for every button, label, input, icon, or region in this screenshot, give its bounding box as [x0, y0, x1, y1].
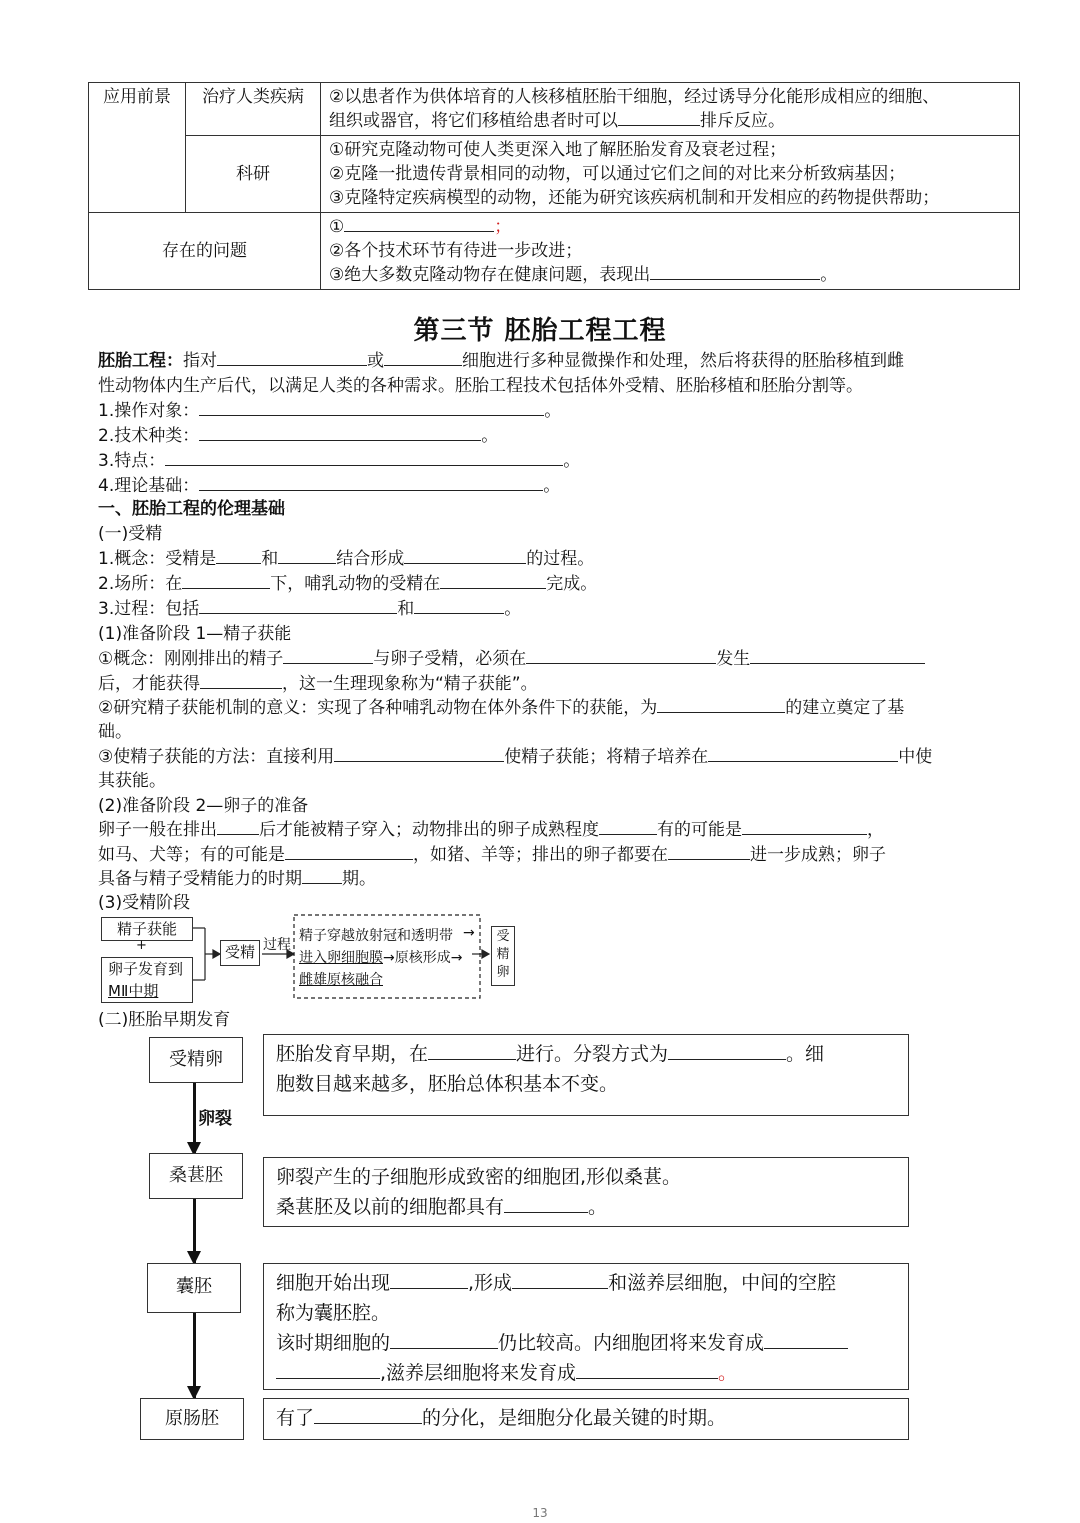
s2-line-3: 具备与精子受精能力的时期 期。	[98, 869, 376, 889]
fill-blank[interactable]	[428, 1041, 516, 1060]
table-text: ②克隆一批遗传背景相同的动物，可以通过它们之间的对比来分析致病基因；	[329, 164, 906, 184]
s1-line-6: 其获能。	[98, 771, 166, 791]
desc-blastocyst-line-3: 该时期细胞的 仍比较高。内细胞团将来发育成	[276, 1328, 896, 1358]
fill-blank[interactable]	[764, 1330, 848, 1349]
table-label-problems: 存在的问题	[162, 241, 247, 261]
desc-zygote	[263, 1034, 909, 1116]
table-text: ③克隆特定疾病模型的动物，还能为研究该疾病机制和开发相应的药物提供帮助；	[329, 188, 940, 208]
fill-blank[interactable]	[504, 1194, 588, 1213]
desc-blastocyst-line-2: 称为囊胚腔。	[276, 1302, 391, 1324]
s1-line-1: ①概念：刚刚排出的精子 与卵子受精，必须在 发生	[98, 647, 925, 671]
desc-blastocyst-line-1: 细胞开始出现 ,形成 和滋养层细胞，中间的空腔	[276, 1272, 837, 1294]
fill-blank[interactable]	[276, 1360, 380, 1379]
fert-place: 2.场所：在 下，哺乳动物的受精在 完成。	[98, 574, 598, 594]
stage-blastocyst: 囊胚	[147, 1263, 241, 1313]
stage1-title: (1)准备阶段 1—精子获能	[98, 624, 292, 644]
subheading-fertilization: (一)受精	[98, 524, 163, 544]
fert-process: 3.过程：包括 和 。	[98, 599, 522, 619]
item-technique-types: 2.技术种类： 。	[98, 426, 499, 446]
stage-morula: 桑葚胚	[149, 1153, 243, 1199]
item-features: 3.特点： 。	[98, 451, 581, 471]
s1-line-2: 后，才能获得 ，这一生理现象称为“精子获能”。	[98, 674, 538, 694]
flow-step-enter: 进入卵细胞膜→原核形成→	[299, 950, 463, 966]
subheading-early-development: (二)胚胎早期发育	[98, 1010, 231, 1030]
desc-zygote-line-1: 胚胎发育早期，在 进行。分裂方式为 。细	[276, 1043, 825, 1065]
desc-blastocyst	[263, 1263, 909, 1390]
table-text: ① ；	[329, 217, 512, 237]
s1-line-3: ②研究精子获能机制的意义：实现了各种哺乳动物在体外条件下的获能，为 的建立奠定了基	[98, 698, 905, 718]
flow-plus: +	[136, 938, 147, 953]
intro-line-1: 胚胎工程：指对 或 细胞进行多种显微操作和处理，然后将获得的胚胎移植到雌	[98, 351, 904, 371]
fill-blank[interactable]	[314, 1405, 422, 1424]
desc-morula-line-2: 桑葚胚及以前的细胞都具有 。	[276, 1196, 608, 1218]
s1-line-4: 础。	[98, 722, 132, 742]
fill-blank[interactable]	[576, 1360, 718, 1379]
fill-blank[interactable]	[390, 1270, 468, 1289]
table-label-research: 科研	[236, 164, 270, 184]
fill-blank[interactable]	[512, 1270, 608, 1289]
stage-gastrula: 原肠胚	[140, 1398, 244, 1440]
desc-zygote-line-2: 胞数目越来越多，胚胎总体积基本不变。	[276, 1073, 619, 1095]
desc-gastrula: 有了 的分化，是细胞分化最关键的时期。	[263, 1398, 909, 1440]
item-theory-basis: 4.理论基础： 。	[98, 476, 561, 496]
item-operation-target: 1.操作对象： 。	[98, 401, 562, 421]
desc-morula	[263, 1157, 909, 1227]
dev-label-cleavage: 卵裂	[198, 1109, 232, 1129]
table-text: ②以患者作为供体培育的人核移植胚胎干细胞，经过诱导分化能形成相应的细胞、	[329, 87, 940, 107]
flow-label-process: 过程	[263, 937, 291, 953]
s2-line-1: 卵子一般在排出 后才能被精子穿入；动物排出的卵子成熟程度 有的可能是 ，	[98, 820, 884, 840]
s2-line-2: 如马、犬等；有的可能是 ，如猪、羊等；排出的卵子都要在 进一步成熟；卵子	[98, 845, 886, 865]
section-title: 第三节 胚胎工程工程	[413, 316, 667, 346]
table-label-treat: 治疗人类疾病	[202, 87, 304, 107]
s1-line-5: ③使精子获能的方法：直接利用 使精子获能；将精子培养在 中使	[98, 747, 933, 767]
page-number: 13	[532, 1506, 548, 1520]
fert-concept: 1.概念：受精是 和 结合形成 的过程。	[98, 549, 595, 569]
table-label-prospect: 应用前景	[103, 87, 171, 107]
desc-blastocyst-line-4: ,滋养层细胞将来发育成 。	[276, 1358, 896, 1388]
fill-blank[interactable]	[668, 1041, 786, 1060]
flow-step-arrow: →	[463, 925, 475, 941]
flow-box-fertilization: 受精	[220, 940, 260, 966]
table-text: ③绝大多数克隆动物存在健康问题，表现出 。	[329, 265, 838, 285]
table-text: 组织或器官，将它们移植给患者时可以 排斥反应。	[329, 111, 785, 131]
flow-box-egg-development: 卵子发育到 MⅡ中期	[101, 957, 193, 1003]
flow-step-fusion: 雌雄原核融合	[299, 972, 383, 988]
table-text: ①研究克隆动物可使人类更深入地了解胚胎发育及衰老过程；	[329, 140, 787, 160]
heading-ethics: 一、胚胎工程的伦理基础	[98, 499, 285, 519]
flow-box-zygote: 受精卵	[491, 926, 515, 986]
stage2-title: (2)准备阶段 2—卵子的准备	[98, 796, 309, 816]
fill-blank[interactable]	[390, 1330, 498, 1349]
desc-morula-line-1: 卵裂产生的子细胞形成致密的细胞团,形似桑葚。	[276, 1166, 682, 1188]
flow-step-penetrate: 精子穿越放射冠和透明带	[299, 928, 453, 944]
stage-zygote: 受精卵	[149, 1037, 243, 1083]
intro-line-2: 性动物体内生产后代，以满足人类的各种需求。胚胎工程技术包括体外受精、胚胎移植和胚胎分割等。	[98, 376, 863, 396]
stage3-title: (3)受精阶段	[98, 893, 191, 913]
table-text: ②各个技术环节有待进一步改进；	[329, 241, 583, 261]
flow-box-sperm-capacitation: 精子获能	[101, 917, 193, 941]
